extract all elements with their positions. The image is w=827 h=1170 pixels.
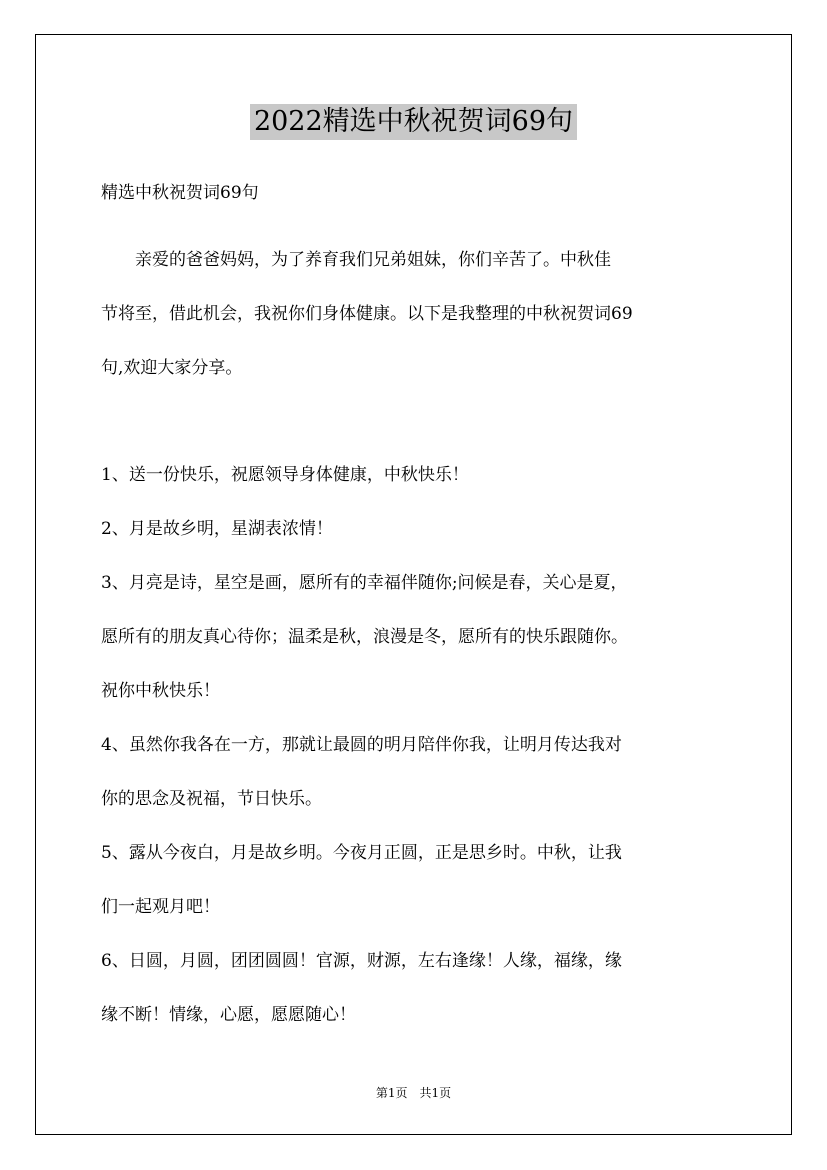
- greeting-item: [101, 718, 751, 826]
- document-subtitle: 精选中秋祝贺词69句: [101, 183, 259, 203]
- greeting-line: 5、露从今夜白，月是故乡明。今夜月正圆，正是思乡时。中秋，让我: [101, 843, 622, 863]
- greeting-line: 4、虽然你我各在一方，那就让最圆的明月陪伴你我，让明月传达我对: [101, 735, 622, 755]
- greeting-line: 2、月是故乡明，星湖表浓情！: [101, 519, 333, 539]
- greeting-line: 1、送一份快乐，祝愿领导身体健康，中秋快乐！: [101, 465, 469, 485]
- greeting-line: 缘不断！情缘，心愿，愿愿随心！: [101, 1005, 356, 1025]
- greeting-line: 你的思念及祝福，节日快乐。: [101, 789, 322, 809]
- greeting-item: [101, 934, 751, 1042]
- intro-line: 句,欢迎大家分享。: [101, 358, 243, 378]
- document-title: 2022精选中秋祝贺词69句: [250, 104, 577, 140]
- greeting-item: [101, 448, 751, 502]
- greeting-list: [101, 448, 751, 1042]
- greeting-item: [101, 502, 751, 556]
- greeting-line: 6、日圆，月圆，团团圆圆！官源，财源，左右逢缘！人缘，福缘，缘: [101, 951, 622, 971]
- greeting-item: [101, 826, 751, 934]
- title-container: [0, 104, 827, 140]
- page-footer: 第1页 共1页: [375, 1086, 452, 1100]
- intro-line: 亲爱的爸爸妈妈，为了养育我们兄弟姐妹，你们辛苦了。中秋佳: [101, 250, 611, 270]
- greeting-line: 祝你中秋快乐！: [101, 681, 220, 701]
- greeting-line: 们一起观月吧！: [101, 897, 220, 917]
- intro-paragraph: [101, 233, 741, 395]
- intro-line: 节将至，借此机会，我祝你们身体健康。以下是我整理的中秋祝贺词69: [101, 304, 633, 324]
- greeting-line: 愿所有的朋友真心待你；温柔是秋，浪漫是冬，愿所有的快乐跟随你。: [101, 627, 628, 647]
- greeting-item: [101, 556, 751, 718]
- greeting-line: 3、月亮是诗，星空是画，愿所有的幸福伴随你;问候是春，关心是夏，: [101, 573, 628, 593]
